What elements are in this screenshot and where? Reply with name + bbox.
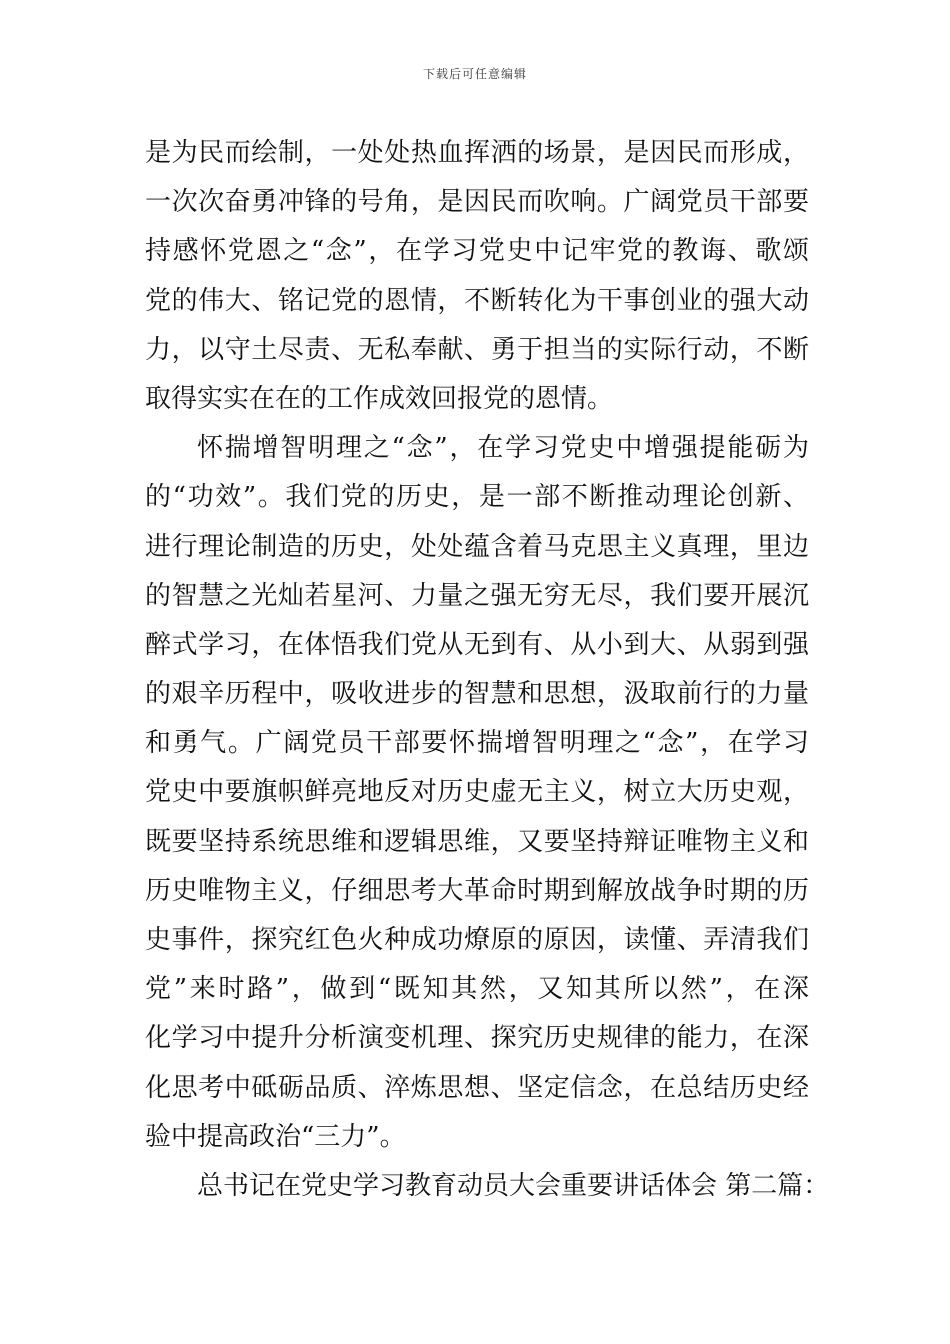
text-line: 进行理论制造的历史，处处蕴含着马克思主义真理，里边 xyxy=(145,531,809,562)
paragraph-first-line: 总书记在党史学习教育动员大会重要讲话体会 第二篇： xyxy=(197,1170,830,1201)
text-line: 既要坚持系统思维和逻辑思维，又要坚持辩证唯物主义和 xyxy=(145,826,809,857)
text-line: 一次次奋勇冲锋的号角，是因民而吹响。广阔党员干部要 xyxy=(145,187,809,218)
text-line: 力，以守土尽责、无私奉献、勇于担当的实际行动，不断 xyxy=(145,334,809,365)
text-line: 的智慧之光灿若星河、力量之强无穷无尽，我们要开展沉 xyxy=(145,580,809,611)
text-line: 党史中要旗帜鲜亮地反对历史虚无主义，树立大历史观， xyxy=(145,777,809,808)
text-line: 取得实实在在的工作成效回报党的恩情。 xyxy=(145,383,614,414)
text-line: 的艰辛历程中，吸收进步的智慧和思想，汲取前行的力量 xyxy=(145,679,809,710)
page-header: 下载后可任意编辑 xyxy=(422,67,527,81)
text-line: 持感怀党恩之“念”，在学习党史中记牢党的教诲、歌颂 xyxy=(145,236,809,267)
text-line: 验中提高政治“三力”。 xyxy=(145,1121,406,1152)
text-line: 化思考中砥砺品质、淬炼思想、坚定信念，在总结历史经 xyxy=(145,1072,809,1103)
text-line: 史事件，探究红色火种成功燎原的原因，读懂、弄清我们 xyxy=(145,925,809,955)
text-line: 党”来时路”，做到“既知其然，又知其所以然”，在深 xyxy=(145,974,809,1005)
text-line: 历史唯物主义，仔细思考大革命时期到解放战争时期的历 xyxy=(145,875,809,906)
text-line: 醉式学习，在体悟我们党从无到有、从小到大、从弱到强 xyxy=(145,629,809,660)
text-line: 是为民而绘制，一处处热血挥洒的场景，是因民而形成， xyxy=(145,138,809,168)
text-line: 和勇气。广阔党员干部要怀揣增智明理之“念”，在学习 xyxy=(145,728,809,759)
paragraph-first-line: 怀揣增智明理之“念”，在学习党史中增强提能砺为 xyxy=(197,433,809,464)
text-line: 的“功效”。我们党的历史，是一部不断推动理论创新、 xyxy=(145,482,809,513)
text-line: 党的伟大、铭记党的恩情，不断转化为干事创业的强大动 xyxy=(145,285,809,316)
document-body xyxy=(145,129,830,1211)
text-line: 化学习中提升分析演变机理、探究历史规律的能力，在深 xyxy=(145,1023,809,1054)
